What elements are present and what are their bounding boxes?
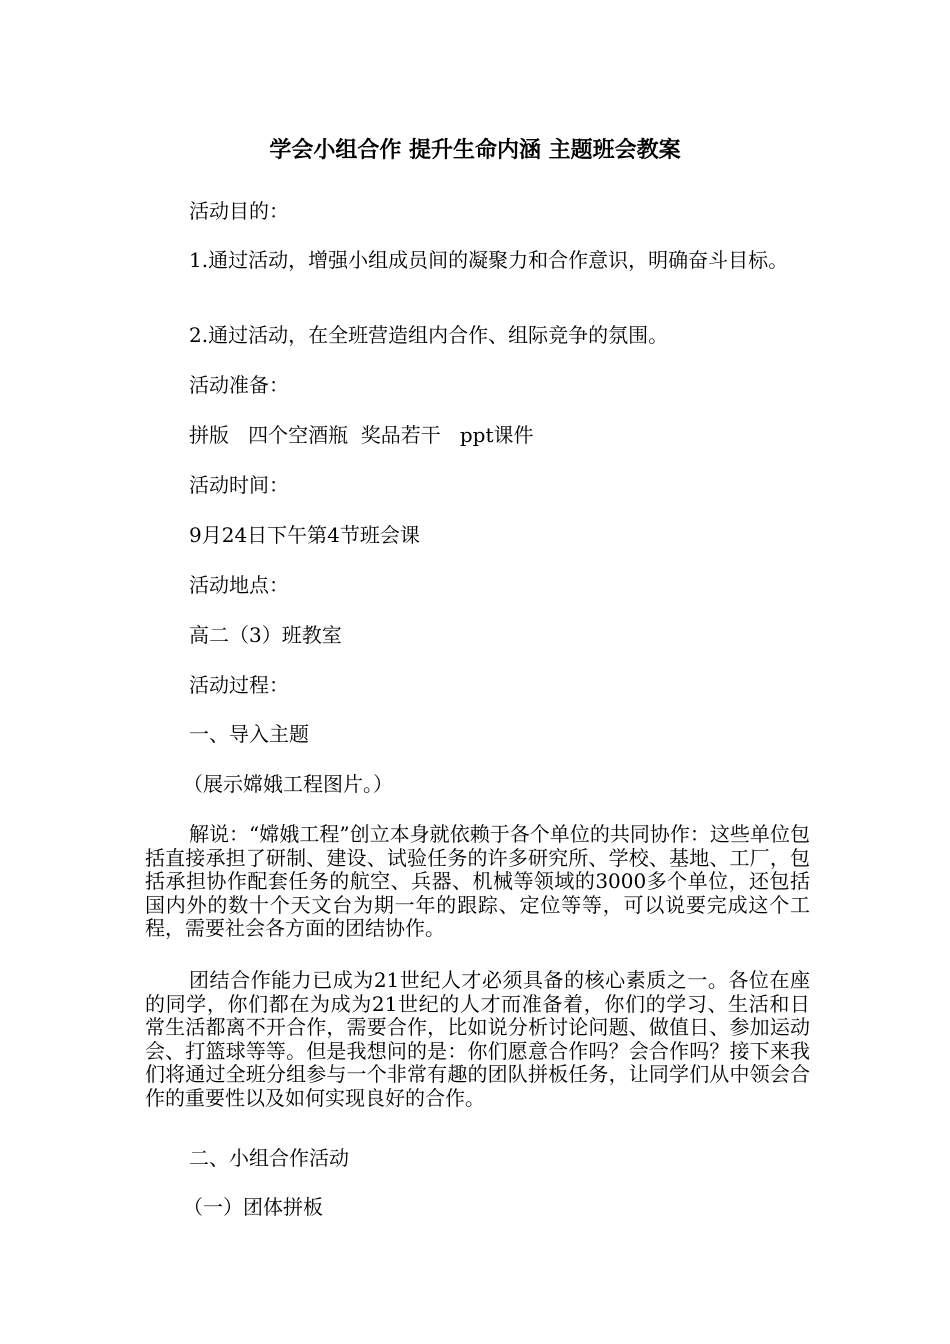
- section-label-process: 活动过程：: [189, 673, 289, 697]
- heading-intro: 一、导入主题: [189, 722, 309, 746]
- paragraph-time: 9月24日下午第4节班会课: [189, 523, 420, 547]
- section-label-location: 活动地点：: [189, 573, 289, 597]
- paragraph-location: 高二（3）班教室: [189, 623, 342, 647]
- section-label-preparation: 活动准备：: [189, 373, 289, 397]
- document-title: 学会小组合作 提升生命内涵 主题班会教案: [269, 137, 681, 163]
- section-label-time: 活动时间：: [189, 473, 289, 497]
- paragraph-teamwork: 团结合作能力已成为21世纪人才必须具备的核心素质之一。各位在座的同学，你们都在为成为21世纪的人才而准备着，你们的学习、生活和日常生活都离不开合作，需要合作，比如说分析讨论问题、做值日、参加运动会、打篮球等等。但是我想问的是：你们愿意合作吗？会合作吗？接下来我们将通过全班分组参与一个非常有趣的团队拼板任务，让同学们从中领会合作的重要性以及如何实现良好的合作。: [145, 968, 810, 1110]
- paragraph-preparation: 拼版 四个空酒瓶 奖品若干 ppt课件: [189, 423, 534, 447]
- paragraph-purpose-2: 2.通过活动，在全班营造组内合作、组际竞争的氛围。: [189, 323, 669, 347]
- paragraph-explanation: 解说：“嫦娥工程”创立本身就依赖于各个单位的共同协作：这些单位包括直接承担了研制、建设、试验任务的许多研究所、学校、基地、工厂，包括承担协作配套任务的航空、兵器、机械等领域的3000多个单位，还包括国内外的数十个天文台为期一年的跟踪、定位等等，可以说要完成这个工程，需要社会各方面的团结协作。: [145, 822, 810, 940]
- section-label-purpose: 活动目的：: [189, 199, 289, 223]
- heading-group-activity: 二、小组合作活动: [189, 1146, 349, 1170]
- paragraph-purpose-1: 1.通过活动，增强小组成员间的凝聚力和合作意识，明确奋斗目标。: [189, 248, 789, 272]
- heading-team-puzzle: （一）团体拼板: [183, 1195, 323, 1219]
- paragraph-image-note: （展示嫦娥工程图片。）: [183, 772, 393, 796]
